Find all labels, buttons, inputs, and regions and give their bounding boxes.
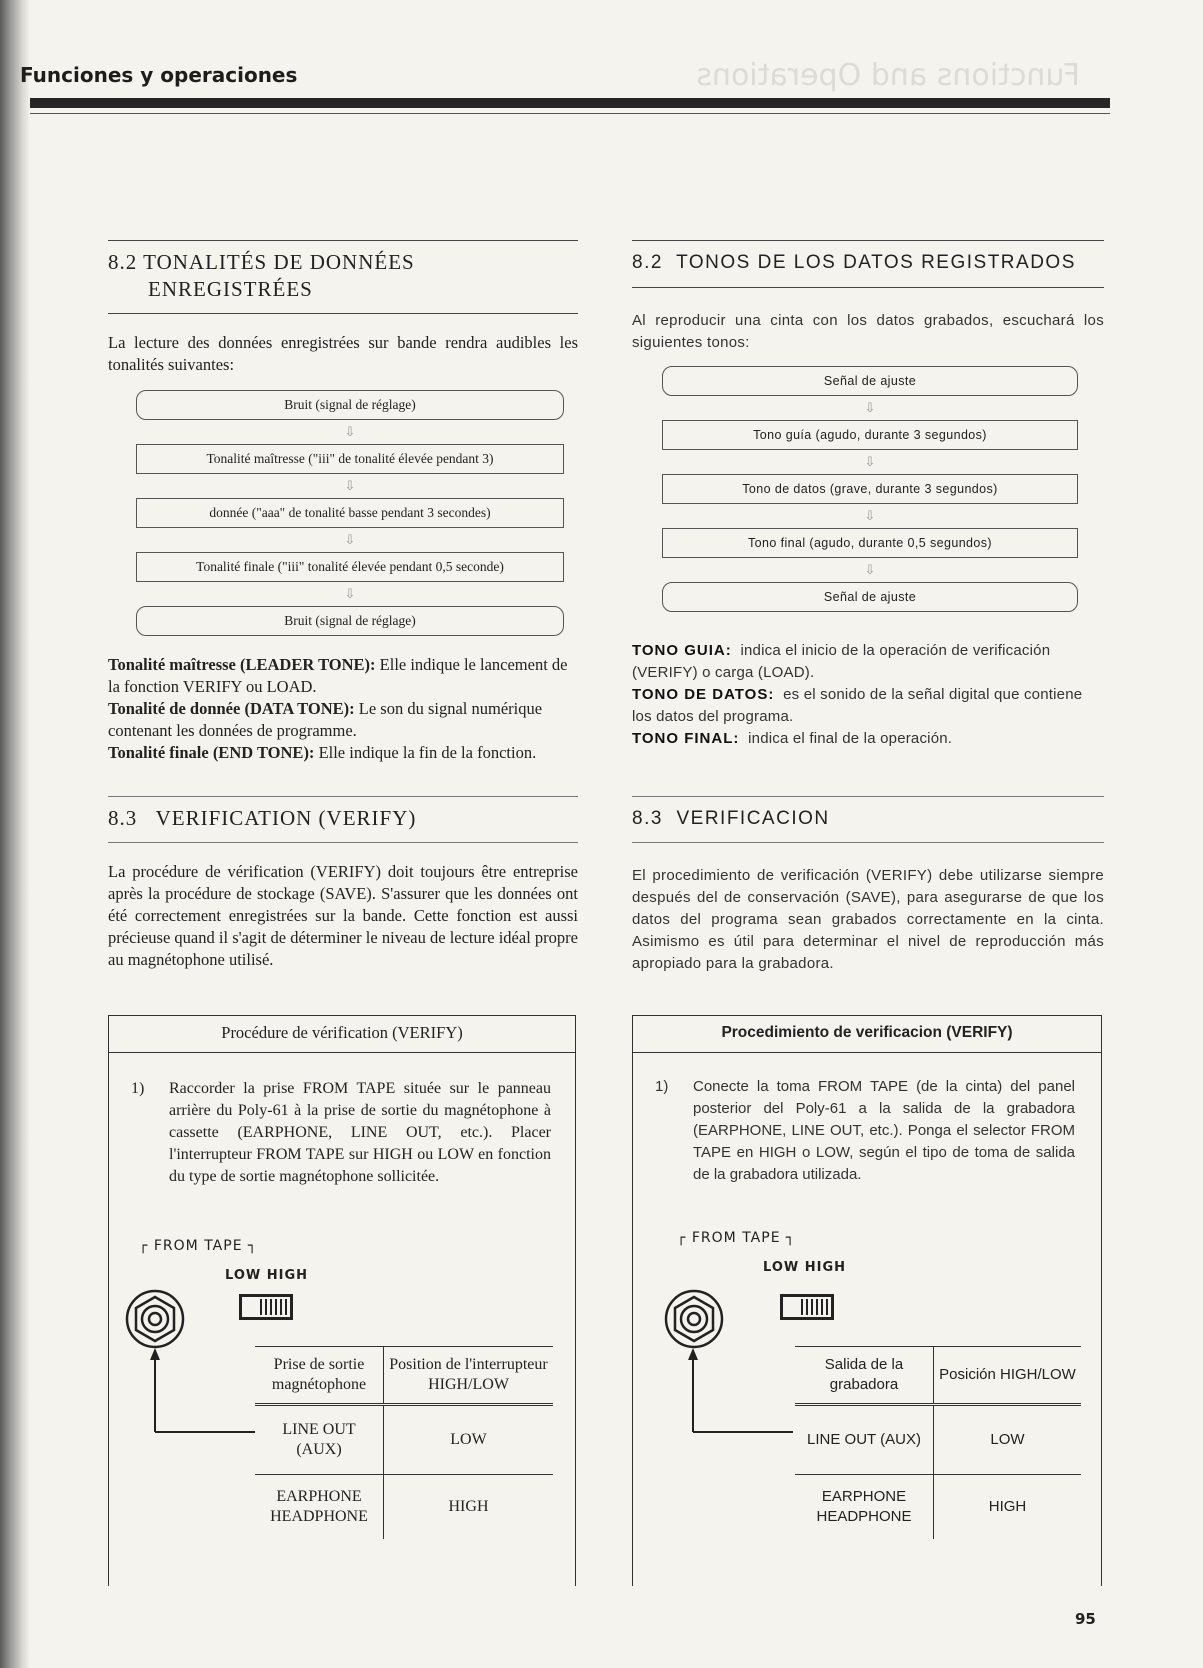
fr-tone-definitions xyxy=(108,654,578,764)
flow-step: Señal de ajuste xyxy=(662,582,1078,612)
table-row: EARPHONE HEADPHONE HIGH xyxy=(795,1475,1081,1539)
fr-output-table xyxy=(255,1346,553,1539)
definition: Tonalité maîtresse (LEADER TONE): Elle indique le lancement de la fonction VERIFY ou LOAD. xyxy=(108,655,568,696)
flow-step: Bruit (signal de réglage) xyxy=(136,390,564,420)
divider xyxy=(632,796,1104,797)
down-arrow-icon: ⇩ xyxy=(344,424,356,439)
connection-arrow-icon xyxy=(145,1348,255,1438)
page-binding-shadow xyxy=(0,0,30,1668)
down-arrow-icon: ⇩ xyxy=(864,562,876,577)
es-8-2-title: 8.2 TONOS DE LOS DATOS REGISTRADOS xyxy=(632,252,1076,273)
flow-step: Tono de datos (grave, durante 3 segundos) xyxy=(662,474,1078,504)
es-section-8-2 xyxy=(632,240,1104,750)
divider xyxy=(108,313,578,314)
down-arrow-icon: ⇩ xyxy=(864,508,876,523)
low-high-label: LOW HIGH xyxy=(763,1260,847,1275)
down-arrow-icon: ⇩ xyxy=(864,400,876,415)
table-row: LINE OUT (AUX) LOW xyxy=(795,1405,1081,1475)
fr-8-2-intro: La lecture des données enregistrées sur bande rendra audibles les tonalités suivantes: xyxy=(108,333,578,374)
es-tone-definitions xyxy=(632,640,1104,750)
divider xyxy=(108,796,578,797)
from-tape-label: ┌ FROM TAPE ┐ xyxy=(139,1238,258,1254)
header-rule xyxy=(30,113,1110,114)
show-through-header: Functions and Operations xyxy=(696,58,1080,92)
table-row: EARPHONE HEADPHONE HIGH xyxy=(255,1475,553,1539)
flow-step: Tono guía (agudo, durante 3 segundos) xyxy=(662,420,1078,450)
es-8-2-intro: Al reproducir una cinta con los datos grabados, escuchará los siguientes tonos: xyxy=(632,312,1104,351)
flow-step: Tono final (agudo, durante 0,5 segundos) xyxy=(662,528,1078,558)
definition: TONO FINAL: indica el final de la operación. xyxy=(632,730,953,747)
fr-8-3-title: 8.3 VERIFICATION (VERIFY) xyxy=(108,806,417,830)
divider xyxy=(108,842,578,843)
from-tape-label: ┌ FROM TAPE ┐ xyxy=(677,1230,796,1246)
fr-section-8-3 xyxy=(108,796,578,971)
fr-procedure-box: Procédure de vérification (VERIFY) 1) Raccorder la prise FROM TAPE située sur le panneau arrière du Poly-61 à la prise de sortie du magnétophone à cassette (EARPHONE, LINE OUT, etc.). Placer l'interrupteur FROM TAPE sur HIGH ou LOW en fonction du type de sortie magnétophone sollicitée. ┌ FROM TAPE ┐ LOW HIGH Prise de sortie magnétophone Position de l'interrupteur HIGH/LOW LINE OUT (AUX) LOW EARPHONE HEADPHONE HIGH xyxy=(108,1015,576,1586)
high-low-switch-icon xyxy=(780,1294,834,1320)
down-arrow-icon: ⇩ xyxy=(344,586,356,601)
definition: TONO GUIA: indica el inicio de la operación de verificación (VERIFY) o carga (LOAD). xyxy=(632,642,1055,681)
page-header-title: Funciones y operaciones xyxy=(20,63,298,87)
es-procedure-title: Procedimiento de verificacion (VERIFY) xyxy=(633,1016,1101,1053)
down-arrow-icon: ⇩ xyxy=(344,532,356,547)
flow-step: Tonalité finale ("iii" tonalité élevée pendant 0,5 seconde) xyxy=(136,552,564,582)
fr-8-3-intro: La procédure de vérification (VERIFY) doit toujours être entreprise après la procédure de stockage (SAVE). S'assurer que les données ont été correctement enregistrées sur la bande. Cette fonction est aussi précieuse quand il s'agit de déterminer le niveau de lecture idéal propre au magnétophone utilisé. xyxy=(108,862,578,969)
down-arrow-icon: ⇩ xyxy=(344,478,356,493)
es-8-3-intro: El procedimiento de verificación (VERIFY) debe utilizarse siempre después del de conservación (SAVE), para asegurarse de que los datos del programa sean grabados correctamente en la cinta. Asimismo es útil para determinar el nivel de reproducción más apropiado para la grabadora. xyxy=(632,867,1104,972)
divider xyxy=(632,842,1104,843)
fr-tone-flow xyxy=(136,390,564,636)
page-number: 95 xyxy=(1075,1610,1096,1628)
divider xyxy=(632,287,1104,288)
divider xyxy=(108,240,578,241)
low-high-label: LOW HIGH xyxy=(225,1268,309,1283)
es-8-3-title: 8.3 VERIFICACION xyxy=(632,808,830,829)
high-low-switch-icon xyxy=(239,1294,293,1320)
definition: Tonalité finale (END TONE): Elle indique la fin de la fonction. xyxy=(108,743,537,762)
fr-8-2-title: 8.2 TONALITÉS DE DONNÉES ENREGISTRÉES xyxy=(108,250,415,301)
jack-socket-icon xyxy=(663,1288,725,1350)
fr-procedure-title: Procédure de vérification (VERIFY) xyxy=(109,1016,575,1053)
header-bar xyxy=(30,98,1110,108)
flow-step: Señal de ajuste xyxy=(662,366,1078,396)
es-section-8-3 xyxy=(632,796,1104,975)
divider xyxy=(632,240,1104,241)
flow-step: donnée ("aaa" de tonalité basse pendant 3 secondes) xyxy=(136,498,564,528)
fr-section-8-2 xyxy=(108,240,578,764)
down-arrow-icon: ⇩ xyxy=(864,454,876,469)
table-header-row: Salida de la grabadora Posición HIGH/LOW xyxy=(795,1347,1081,1405)
es-tone-flow xyxy=(662,366,1078,612)
flow-step: Bruit (signal de réglage) xyxy=(136,606,564,636)
definition: TONO DE DATOS: es el sonido de la señal digital que contiene los datos del programa. xyxy=(632,686,1087,725)
table-header-row: Prise de sortie magnétophone Position de l'interrupteur HIGH/LOW xyxy=(255,1347,553,1405)
connection-arrow-icon xyxy=(683,1348,793,1438)
flow-step: Tonalité maîtresse ("iii" de tonalité élevée pendant 3) xyxy=(136,444,564,474)
table-row: LINE OUT (AUX) LOW xyxy=(255,1405,553,1475)
definition: Tonalité de donnée (DATA TONE): Le son du signal numérique contenant les données de programme. xyxy=(108,699,543,740)
es-output-table xyxy=(795,1346,1081,1539)
es-procedure-box: Procedimiento de verificacion (VERIFY) 1) Conecte la toma FROM TAPE (de la cinta) del panel posterior del Poly-61 a la salida de la grabadora (EARPHONE, LINE OUT, etc.). Ponga el selector FROM TAPE en HIGH o LOW, según el tipo de toma de salida de la grabadora utilizada. ┌ FROM TAPE ┐ LOW HIGH Salida de la grabadora Posición HIGH/LOW LINE OUT (AUX) LOW EARPHONE HEADPHONE HIGH xyxy=(632,1015,1102,1586)
jack-socket-icon xyxy=(124,1288,186,1350)
